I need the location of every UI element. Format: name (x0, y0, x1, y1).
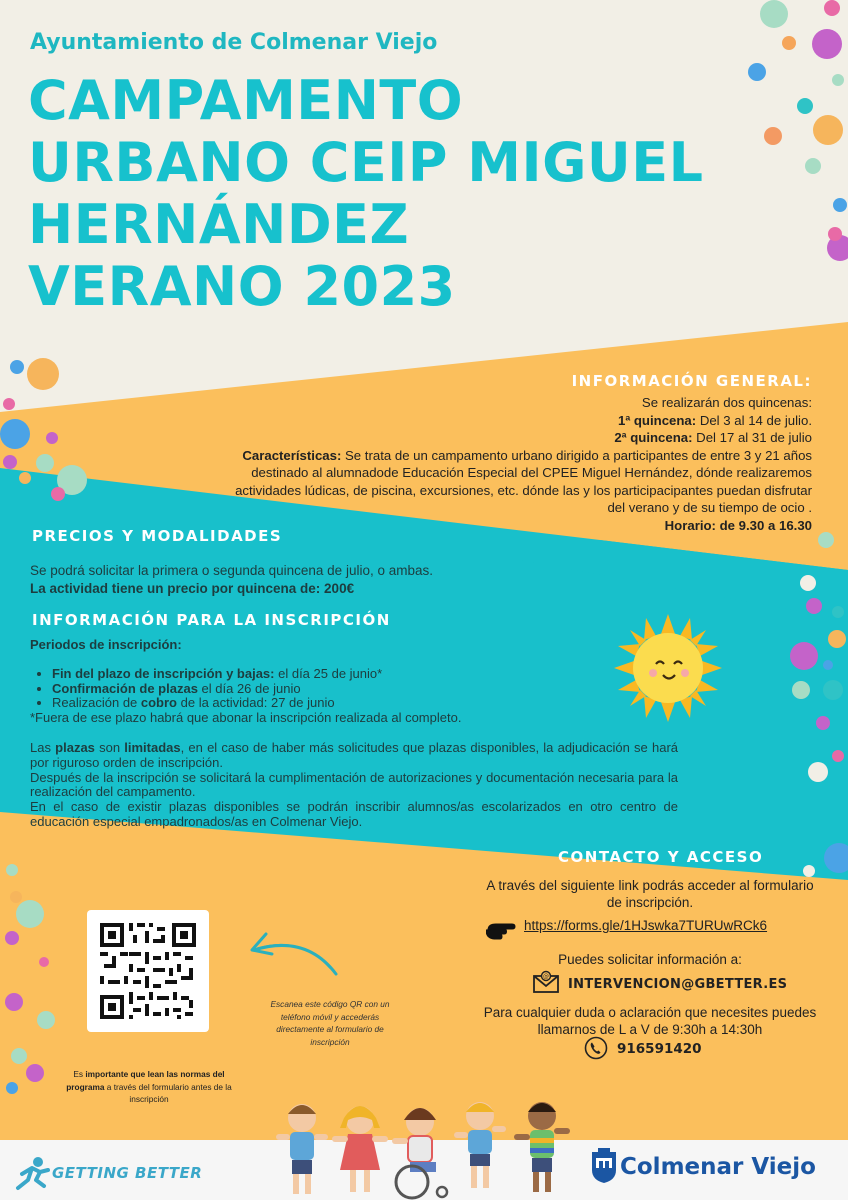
general-info-body (232, 394, 812, 534)
prices-heading: PRECIOS Y MODALIDADES (32, 527, 283, 545)
schedule: Horario: de 9.30 a 16.30 (664, 517, 812, 533)
other-students-paragraph: En el caso de existir plazas disponibles se podrán inscribir alumnos/as escolarizados en otro centro de educación especial empadronados/as en Colmenar Viejo. (30, 799, 678, 829)
list-item: • Fin del plazo de inscripción y bajas: el día 25 de junio* (52, 667, 678, 682)
characteristics: Características: Se trata de un campamento urbano dirigido a participantes de entre 3 y 21 años destinado al alumnadode Educación Especial del CPEE Miguel Hernández, dónde realizaremos actividades lúdicas, de piscina, excursiones, etc. dónde las y los participacipantes puedan disfrutar del verano y de su tiempo de ocio . (235, 447, 812, 515)
registration-form-link[interactable]: https://forms.gle/1HJswka7TURUwRCk6 (524, 918, 768, 933)
city-shield-icon (590, 1148, 618, 1184)
link-intro: A través del siguiente link podrás acceder al formulario de inscripción. (486, 878, 814, 910)
registration-dates-list (52, 667, 678, 711)
contact-email[interactable]: INTERVENCION@GBETTER.ES (568, 977, 788, 992)
rules-note: Es importante que lean las normas del programa a través del formulario antes de la inscripción (66, 1069, 232, 1104)
periods-label: Periodos de inscripción: (30, 637, 182, 652)
first-fortnight: 1ª quincena: Del 3 al 14 de julio. (617, 412, 812, 428)
prices-body (30, 562, 433, 598)
runner-logo-icon (12, 1154, 52, 1194)
qr-caption: Escanea este código QR con un teléfono móvil y accederás directamente al formulario de inscripción (270, 999, 390, 1047)
children-illustration (268, 1096, 580, 1200)
colmenar-viejo-logo: Colmenar Viejo (620, 1154, 816, 1180)
qr-code-graphic (87, 910, 209, 1032)
organization-name: Ayuntamiento de Colmenar Viejo (30, 30, 438, 55)
title-line-3: HERNÁNDEZ (28, 193, 410, 256)
call-intro: Para cualquier duda o aclaración que necesites puedes llamarnos de L a V de 9:30h a 14:30h (483, 1005, 817, 1037)
pointing-hand-icon (486, 920, 516, 942)
list-item: • Confirmación de plazas el día 26 de junio (52, 682, 678, 697)
title-line-1: CAMPAMENTO (28, 69, 464, 132)
page-title (28, 70, 828, 318)
general-info-heading: INFORMACIÓN GENERAL: (571, 372, 812, 390)
sun-icon (612, 612, 724, 724)
contact-heading: CONTACTO Y ACCESO (558, 848, 764, 866)
registration-body (30, 638, 678, 830)
getting-better-logo: GETTING BETTER (52, 1164, 203, 1182)
info-intro: Puedes solicitar información a: (558, 952, 742, 967)
list-item: • Realización de cobro de la actividad: 27 de junio (52, 696, 678, 711)
contact-phone[interactable]: 916591420 (617, 1041, 702, 1057)
places-paragraph: Las plazas son limitadas, en el caso de haber más solicitudes que plazas disponibles, la adjudicación se hará por riguroso orden de inscripción. (30, 739, 679, 770)
general-intro: Se realizarán dos quincenas: (641, 395, 812, 410)
qr-code-icon[interactable] (87, 910, 209, 1032)
svg-text:@: @ (543, 973, 549, 981)
title-line-2: URBANO CEIP MIGUEL (28, 131, 704, 194)
second-fortnight: 2ª quincena: Del 17 al 31 de julio (614, 430, 812, 445)
title-line-4: VERANO 2023 (28, 255, 456, 318)
phone-icon (584, 1036, 608, 1060)
arrow-icon (240, 922, 344, 982)
prices-line-2: La actividad tiene un precio por quincena de: 200€ (30, 581, 355, 596)
registration-footnote: *Fuera de ese plazo habrá que abonar la inscripción realizada al completo. (30, 710, 462, 726)
mail-icon (532, 970, 560, 994)
registration-heading: INFORMACIÓN PARA LA INSCRIPCIÓN (32, 611, 391, 629)
documents-paragraph: Después de la inscripción se solicitará la cumplimentación de autorizaciones y documentación necesaria para la realización del campamento. (30, 769, 678, 800)
prices-line-1: Se podrá solicitar la primera o segunda quincena de julio, o ambas. (30, 563, 433, 578)
